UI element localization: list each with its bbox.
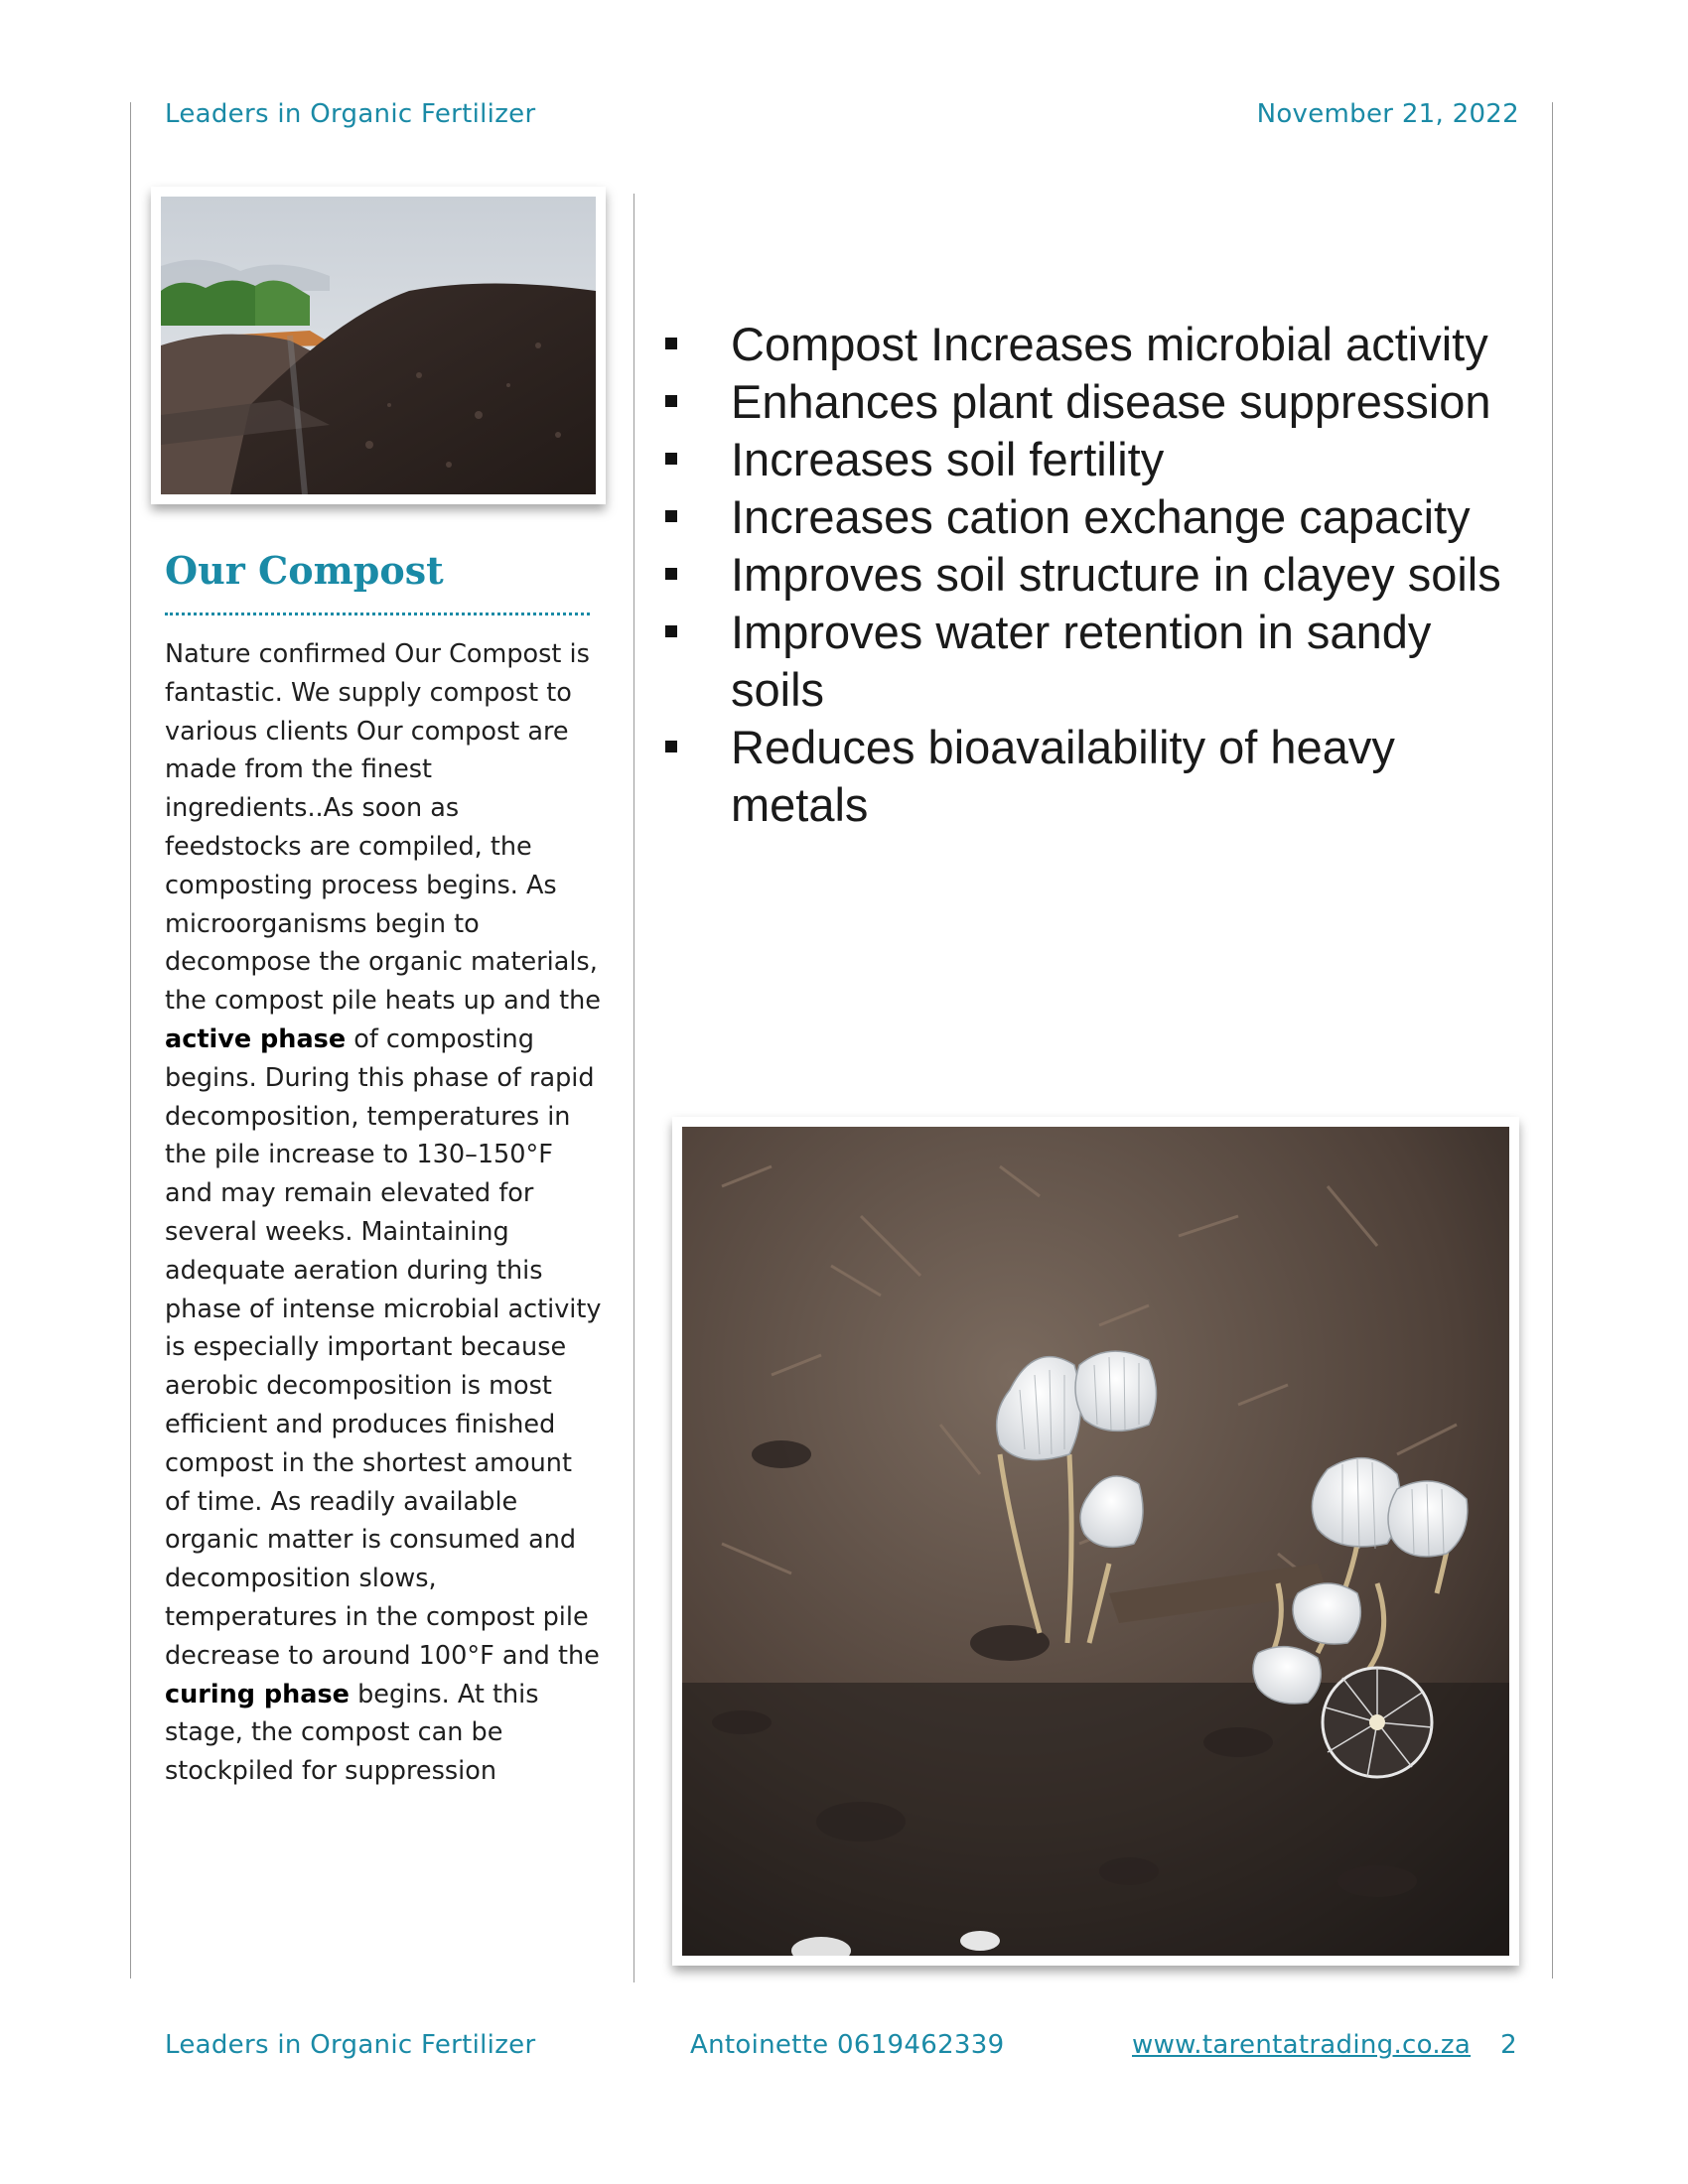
article-title: Our Compost — [165, 548, 444, 593]
benefit-text: Compost Increases microbial activity — [731, 318, 1488, 370]
benefit-text: Enhances plant disease suppression — [731, 375, 1491, 428]
title-divider — [165, 613, 590, 615]
column-divider — [633, 194, 634, 1982]
compost-pile-photo — [151, 187, 606, 504]
bullet-square-icon — [665, 338, 677, 349]
page-right-rule — [1552, 102, 1553, 1979]
footer-contact: Antoinette 0619462339 — [690, 2030, 1005, 2060]
footer-left-text: Leaders in Organic Fertilizer — [165, 2030, 536, 2060]
benefit-text: Improves soil structure in clayey soils — [731, 548, 1501, 601]
bullet-square-icon — [665, 741, 677, 752]
benefit-text: Increases cation exchange capacity — [731, 490, 1471, 543]
benefit-item — [665, 373, 1519, 431]
bullet-square-icon — [665, 625, 677, 637]
article-text-run: Nature confirmed Our Compost is fantastic. We supply compost to various clients Our compost are made from the finest ingredients..As soon as feedstocks are compiled, the composting process begins. As microorganisms begin to decompose the organic materials, the compost pile heats up and the — [165, 639, 601, 1017]
article-text-run: begins. At this stage, the compost can be stockpiled for suppression — [165, 1679, 539, 1787]
benefit-item — [665, 604, 1519, 719]
article-bold-term: curing phase — [165, 1679, 350, 1709]
benefit-text: Reduces bioavailability of heavy metals — [731, 721, 1395, 831]
bullet-square-icon — [665, 510, 677, 522]
benefit-item — [665, 719, 1519, 834]
mushrooms-compost-photo — [672, 1117, 1519, 1966]
bullet-square-icon — [665, 395, 677, 407]
benefit-text: Increases soil fertility — [731, 433, 1165, 485]
bullet-square-icon — [665, 568, 677, 580]
benefit-item — [665, 546, 1519, 604]
header-date: November 21, 2022 — [1256, 99, 1519, 129]
article-bold-term: active phase — [165, 1024, 347, 1054]
benefit-item — [665, 431, 1519, 488]
bullet-square-icon — [665, 453, 677, 465]
benefit-item — [665, 488, 1519, 546]
footer-website-link[interactable]: www.tarentatrading.co.za — [1132, 2030, 1472, 2060]
benefit-text: Improves water retention in sandy soils — [731, 606, 1432, 716]
header-left-text: Leaders in Organic Fertilizer — [165, 99, 536, 129]
article-text-run: of composting begins. During this phase of rapid decomposition, temperatures in the pile increase to 130–150°F and may remain elevated for several weeks. Maintaining adequate aeration during this phase of intense microbial activity is especially important because aerobic decomposition is most efficient and produces finished compost in the shortest amount of time. As readily available organic matter is consumed and decomposition slows, temperatures in the compost pile decrease to around 100°F and the — [165, 1024, 602, 1671]
article-body — [165, 635, 602, 1791]
benefits-list — [665, 316, 1519, 834]
benefit-item — [665, 316, 1519, 373]
page-number: 2 — [1500, 2030, 1517, 2060]
page-left-rule — [130, 102, 131, 1979]
